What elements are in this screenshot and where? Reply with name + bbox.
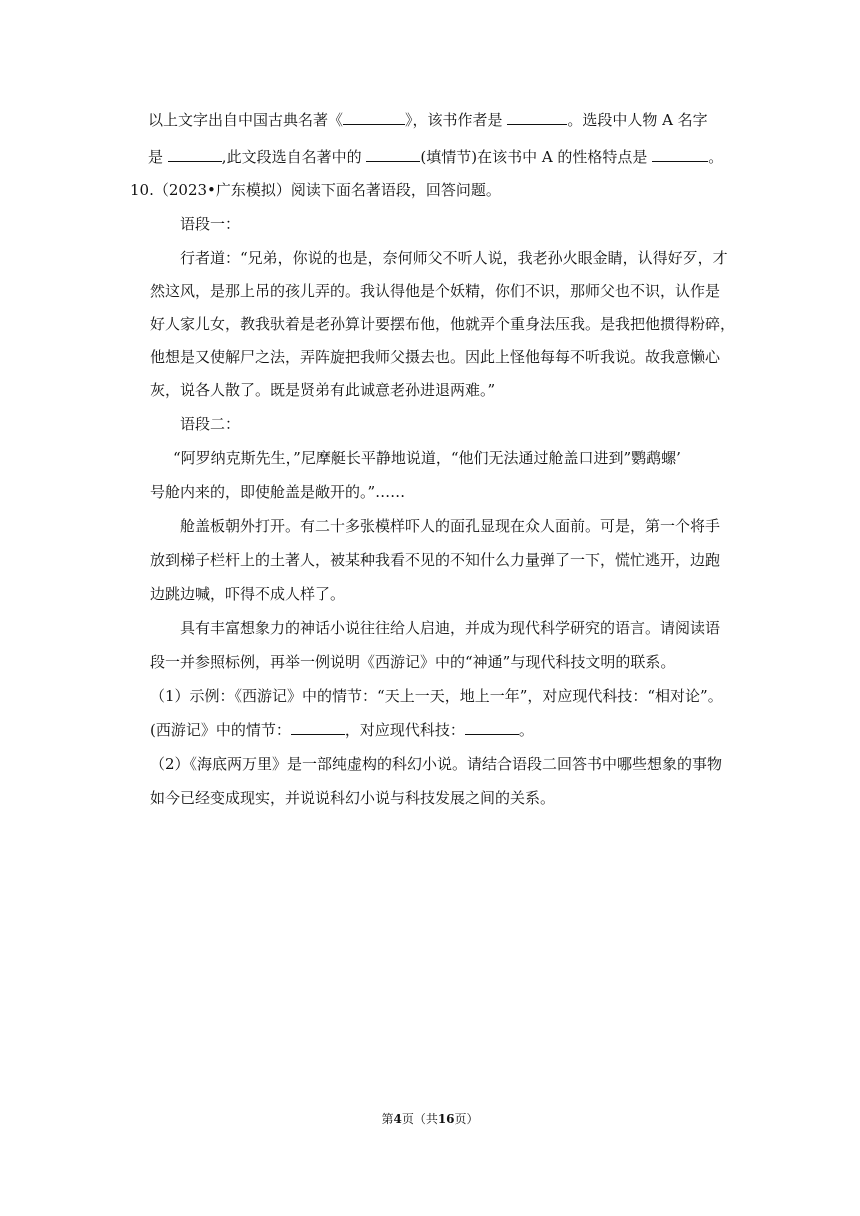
segment-2-label: 语段二： bbox=[180, 415, 241, 433]
sub1-text: 。 bbox=[518, 721, 534, 739]
sub-question-1-example: （1）示例：《西游记》中的情节：“天上一天，地上一年”，对应现代科技：“相对论”。 bbox=[150, 687, 723, 705]
sub1-text: (西游记》中的情节： bbox=[150, 721, 291, 739]
q9-text: 是 bbox=[148, 148, 164, 166]
footer-text: 页） bbox=[454, 1112, 479, 1126]
q9-text: 。 bbox=[708, 148, 724, 166]
segment-2-line: 边跳边喊，吓得不成人样了。 bbox=[150, 585, 346, 603]
q9-line-2 bbox=[148, 147, 723, 167]
footer-text: 页（共 bbox=[401, 1112, 438, 1126]
q9-line-1 bbox=[148, 110, 708, 130]
q9-text: (填情节)在该书中 A 的性格特点是 bbox=[420, 148, 648, 166]
answer-blank-author[interactable] bbox=[507, 110, 567, 125]
segment-2-line: “阿罗纳克斯先生，”尼摩艇长平静地说道，“他们无法通过舱盖口进到”鹦鹉螺’ bbox=[173, 449, 681, 467]
sub-question-2: （2）《海底两万里》是一部纯虚构的科幻小说。请结合语段二回答书中哪些想象的事物 bbox=[150, 755, 723, 773]
sub-question-2: 如今已经变成现实，并说说科幻小说与科技发展之间的关系。 bbox=[150, 789, 556, 807]
segment-1-line: 灰，说各人散了。既是贤弟有此诚意老孙进退两难。” bbox=[150, 381, 496, 399]
sub1-text: ，对应现代科技： bbox=[344, 721, 465, 739]
segment-1-line: 然这风，是那上吊的孩儿弄的。我认得他是个妖精，你们不识，那师父也不识，认作是 bbox=[150, 282, 721, 300]
page-footer bbox=[0, 1111, 860, 1127]
segment-1-label: 语段一： bbox=[180, 215, 241, 233]
q9-text: 》，该书作者是 bbox=[405, 111, 503, 129]
segment-1-line: 他想是又使解尸之法，弄阵旋把我师父摄去也。因此上怪他每每不听我说。故我意懒心 bbox=[150, 348, 721, 366]
segment-2-line: 放到梯子栏杆上的土著人，被某种我看不见的不知什么力量弹了一下，慌忙逃开，边跑 bbox=[150, 551, 721, 569]
q9-text: ,此文段选自名著中的 bbox=[221, 148, 362, 166]
q9-text: 。选段中人物 A 名字 bbox=[567, 111, 708, 129]
footer-text: 第 bbox=[381, 1112, 394, 1126]
sub-question-1-fill bbox=[150, 720, 534, 740]
q9-text: 以上文字出自中国古典名著《 bbox=[148, 111, 344, 129]
page-number: 4 bbox=[393, 1112, 402, 1126]
answer-blank-name[interactable] bbox=[168, 147, 222, 162]
answer-blank-plot-example[interactable] bbox=[291, 720, 345, 735]
answer-blank-book[interactable] bbox=[343, 110, 405, 125]
question-prompt: 具有丰富想象力的神话小说往往给人启迪，并成为现代科学研究的语言。请阅读语 bbox=[180, 619, 721, 637]
q10-stem: 10.（2023•广东模拟）阅读下面名著语段，回答问题。 bbox=[130, 181, 501, 199]
question-prompt: 段一并参照标例，再举一例说明《西游记》中的“神通”与现代科技文明的联系。 bbox=[150, 653, 676, 671]
segment-1-line: 行者道：“兄弟，你说的也是，奈何师父不听人说，我老孙火眼金睛，认得好歹，才 bbox=[180, 249, 728, 267]
segment-2-line: 舱盖板朝外打开。有二十多张模样吓人的面孔显现在众人面前。可是，第一个将手 bbox=[180, 517, 721, 535]
answer-blank-technology[interactable] bbox=[465, 720, 519, 735]
answer-blank-plot[interactable] bbox=[366, 147, 420, 162]
segment-1-line: 好人家儿女，教我驮着是老孙算计要摆布他，他就弄个重身法压我。是我把他掼得粉碎， bbox=[150, 315, 736, 333]
total-pages: 16 bbox=[437, 1112, 455, 1126]
answer-blank-trait[interactable] bbox=[652, 147, 708, 162]
segment-2-line: 号舱内来的，即使舱盖是敞开的。”…… bbox=[150, 483, 406, 501]
